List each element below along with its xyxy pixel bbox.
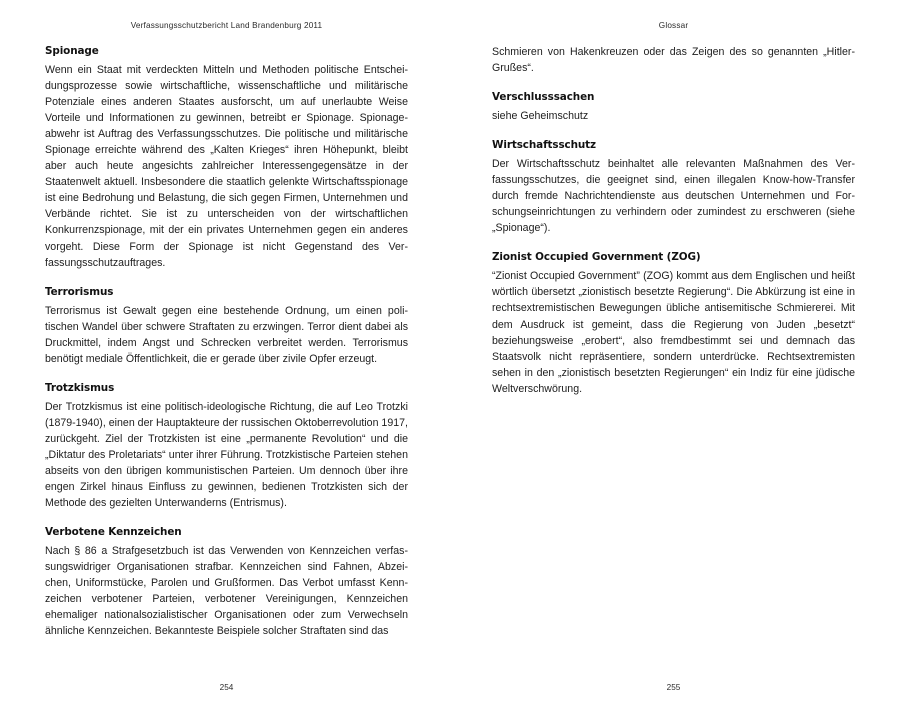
glossary-definition: Der Trotzkismus ist eine politisch-ideologische Richtung, die auf Leo Trotzki (1879-1940), einen der Hauptakteure der russischen Oktoberrevolution 1917, zurückgeht. Ziel der Trotzkisten ist eine „permanente Revolution“ und die „Diktatur des Proletariats“ unter ihrer Führung. Trotzkistische Parteien stehen abseits von den übrigen kommunistischen Parteien. Um dennoch über ihre engen Zirkel hinaus Einfluss zu gewinnen, bedienen Trotzkisten sich der Methode des gezielten Unterwanderns (Entrismus). (45, 400, 408, 510)
glossary-term: Spionage (45, 45, 99, 57)
glossary-entry-verschlusssachen (492, 90, 855, 124)
glossary-definition: Der Wirtschaftsschutz beinhaltet alle relevanten Maßnahmen des Verfassungsschutzes, die geeignet sind, einen illegalen Know-how-Transfer durch fremde Nachrichtendienste aus deutschen Unternehmen und Forschungseinrichtungen zu verhindern oder zumindest zu erschweren (siehe „Spionage“). (492, 158, 855, 235)
running-head-right: Glossar (658, 21, 689, 30)
glossary-entry-verbotene-kennzeichen (45, 525, 408, 639)
glossary-entry-trotzkismus (45, 381, 408, 511)
glossary-definition: Terrorismus ist Gewalt gegen eine bestehende Ordnung, um einen politischen Wandel über schwere Straftaten zu erzwingen. Terror dient dabei als Druckmittel, indem Angst und Schrecken verbreitet werden. Terrorismus benötigt mediale Öffentlichkeit, die er gerade über zivile Opfer erzeugt. (45, 304, 408, 365)
glossary-entry-spionage (45, 44, 408, 271)
glossary-definition: Nach § 86 a Strafgesetzbuch ist das Verwenden von Kennzeichen verfassungswidriger Organisationen strafbar. Kennzeichen sind Fahnen, Abzeichen, Uniformstücke, Parolen und Grußformen. Das Verbot umfasst Kennzeichen verbotener Parteien, verbotener Vereinigungen, Kennzeichen ehemaliger nationalsozialistischer Organisationen oder zum Verwechseln ähnliche Kennzeichen. Bekannteste Beispiele solcher Straftaten sind das (45, 545, 408, 638)
continued-paragraph (492, 44, 855, 76)
glossary-definition: “Zionist Occupied Government” (ZOG) kommt aus dem Englischen und heißt wörtlich übersetzt „zionistisch besetzte Regierung“. Die Abkürzung ist eine in rechtsextremistischen Bewegungen übliche antisemitische Schmiererei. Mit dem Ausdruck ist gemeint, dass die Regierung von Juden „besetzt“ beziehungsweise „erobert“, also fremdbestimmt sei und demnach das Staatsvolk nicht repräsentiere, sondern unterdrücke. Rechtsextremisten sehen in den „zionistisch besetzten Regierungen“ ein Indiz für eine jüdische Weltverschwörung. (492, 270, 855, 395)
glossary-entry-zog (492, 250, 855, 396)
glossary-definition: siehe Geheimschutz (492, 110, 589, 123)
glossary-term: Verschlusssachen (492, 91, 595, 104)
page-number-left: 254 (219, 683, 234, 692)
page-number-right: 255 (666, 683, 681, 692)
glossary-entry-terrorismus (45, 285, 408, 367)
right-column (492, 44, 855, 397)
glossary-definition: Wenn ein Staat mit verdeckten Mitteln und Methoden politische Entscheidungsprozesse sowie wirtschaftliche, wissenschaftliche und militärische Potenziale eines anderen Staates ausforscht, um auf unerlaubte Weise Vorteile und Informationen zu gewinnen, betreibt er Spionage. Spionageabwehr ist Auftrag des Verfassungsschutzes. Die politische und militärische Spionage erreichte während des „Kalten Krieges“ ihren Höhepunkt, bleibt aber auch heute angesichts zahlreicher Interessengegensätze in der Staatenwelt aktuell. Insbesondere die staatlich gelenkte Wirtschaftsspionage ist eine Bedrohung und Belastung, die sich gegen Firmen, Unternehmen und Verbände richtet. Sie ist zu unterscheiden von der wirtschaftlichen Konkurrenzspionage, mit der ein privates Unternehmen gegen ein anderes vorgeht. Diese Form der Spionage ist nicht Gegenstand des Verfassungsschutzauftrages. (45, 64, 408, 269)
glossary-term: Zionist Occupied Government (ZOG) (492, 251, 701, 264)
glossary-term: Wirtschaftsschutz (492, 139, 596, 152)
glossary-entry-wirtschaftsschutz (492, 138, 855, 236)
glossary-term: Terrorismus (45, 285, 114, 298)
glossary-definition-continued: Schmieren von Hakenkreuzen oder das Zeigen des so genannten „HitlerGrußes“. (492, 46, 855, 75)
glossary-term: Verbotene Kennzeichen (45, 526, 182, 539)
running-head-left: Verfassungsschutzbericht Land Brandenburg 2011 (130, 21, 323, 30)
left-column (45, 44, 408, 639)
glossary-term: Trotzkismus (45, 381, 115, 394)
